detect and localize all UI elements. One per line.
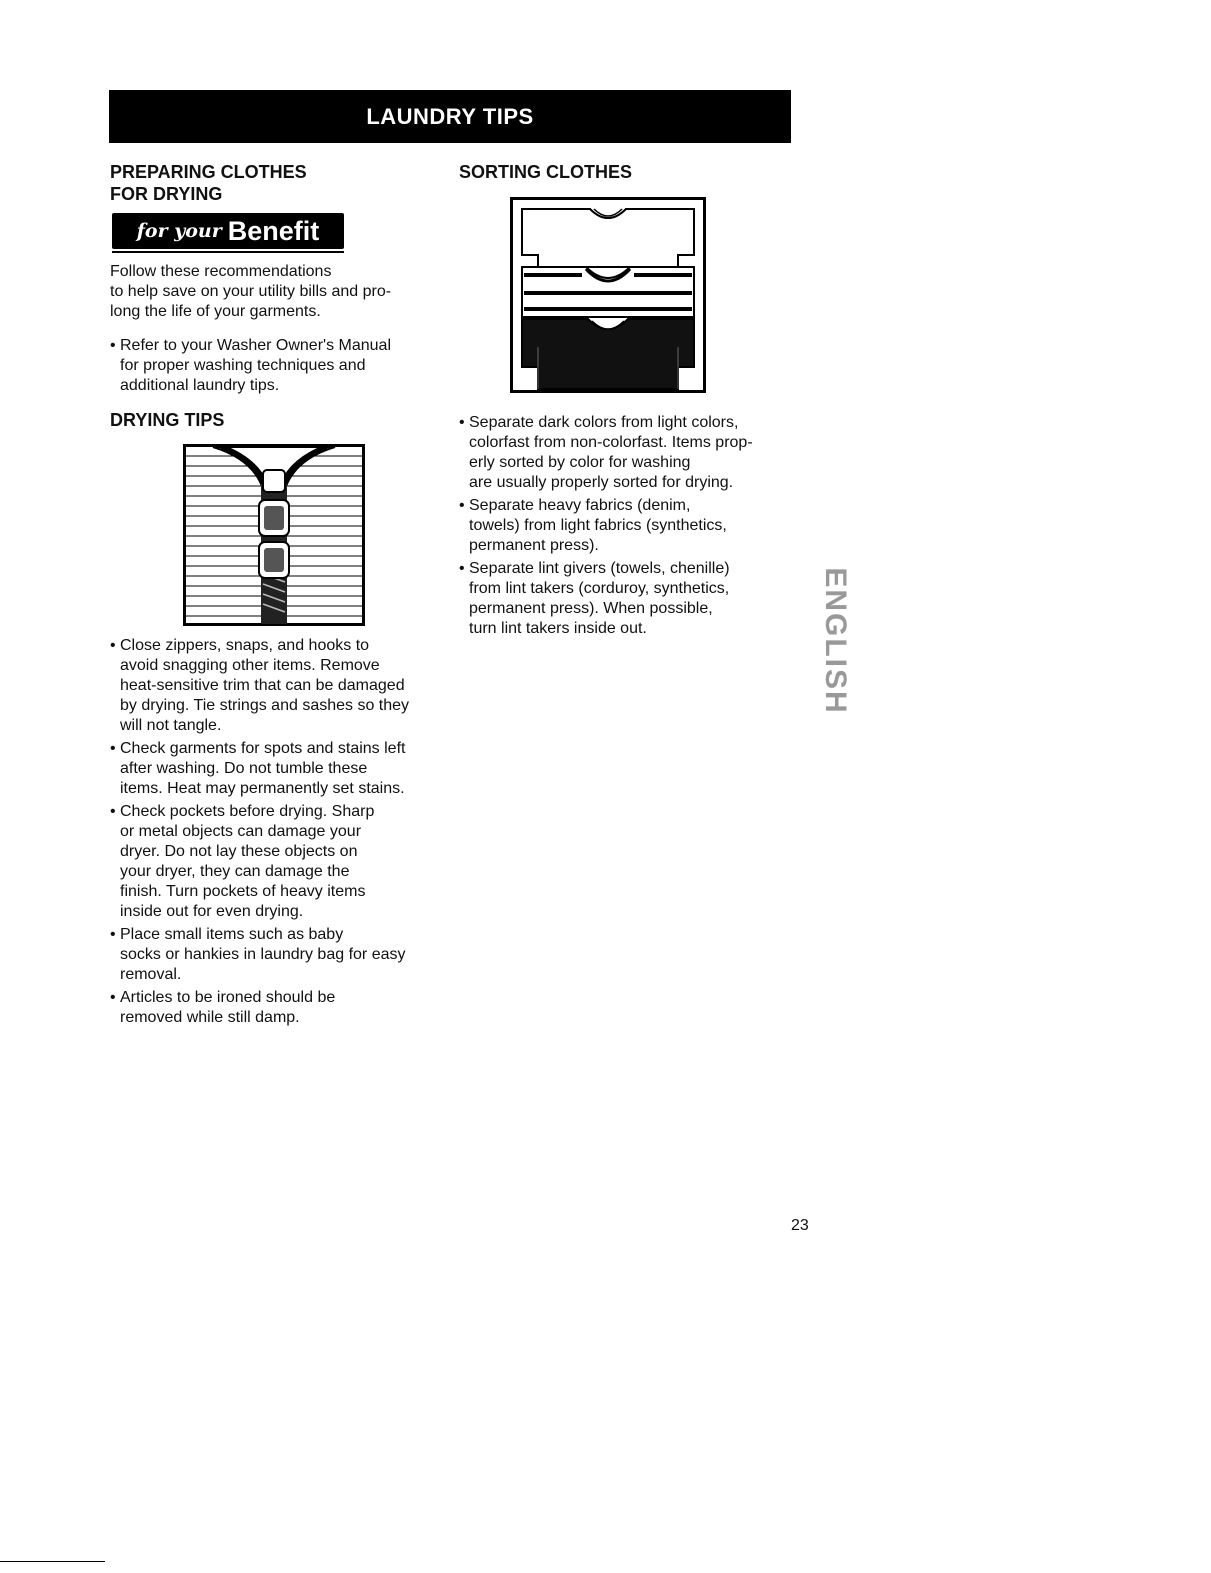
footer-rule	[0, 1561, 105, 1562]
badge-big-text: Benefit	[227, 215, 320, 246]
language-side-tab: ENGLISH	[819, 567, 852, 715]
badge-underline	[112, 251, 344, 253]
page-title-banner	[109, 90, 791, 143]
preparing-heading-line1: PREPARING CLOTHES	[110, 162, 307, 182]
drying-bullets	[110, 636, 455, 1031]
list-item: • Separate lint givers (towels, chenille) from lint takers (corduroy, synthetics, permanent press). When possible, turn lint takers inside out.	[459, 559, 799, 639]
preparing-heading-line2: FOR DRYING	[110, 184, 223, 204]
list-item: • Refer to your Washer Owner's Manual for proper washing techniques and additional laundry tips.	[110, 336, 450, 396]
list-item: • Check pockets before drying. Sharp or metal objects can damage your dryer. Do not lay these objects on your dryer, they can damage the finish. Turn pockets of heavy items inside out for even drying.	[110, 802, 455, 922]
list-item: • Place small items such as baby socks or hankies in laundry bag for easy removal.	[110, 925, 455, 985]
page-title: LAUNDRY TIPS	[366, 103, 534, 129]
for-your-benefit-badge	[112, 213, 344, 249]
stacked-shirts-icon	[510, 197, 706, 393]
sorting-heading: SORTING CLOTHES	[459, 162, 633, 182]
list-item: • Check garments for spots and stains left after washing. Do not tumble these items. Heat may permanently set stains.	[110, 739, 455, 799]
list-item: • Close zippers, snaps, and hooks to avoid snagging other items. Remove heat-sensitive trim that can be damaged by drying. Tie strings and sashes so they will not tangle.	[110, 636, 455, 736]
badge-small-text: for your	[136, 220, 222, 242]
drying-heading: DRYING TIPS	[110, 410, 225, 430]
preparing-bullets	[110, 336, 450, 399]
zipper-icon	[183, 444, 365, 626]
list-item: • Articles to be ironed should be removed while still damp.	[110, 988, 455, 1028]
list-item: • Separate heavy fabrics (denim, towels) from light fabrics (synthetics, permanent press).	[459, 496, 799, 556]
preparing-intro: Follow these recommendations to help save on your utility bills and pro- long the life of your garments.	[110, 263, 392, 320]
sorting-bullets	[459, 413, 799, 642]
list-item: • Separate dark colors from light colors, colorfast from non-colorfast. Items prop- erly sorted by color for washing are usually properly sorted for drying.	[459, 413, 799, 493]
page-number: 23	[791, 1217, 809, 1234]
